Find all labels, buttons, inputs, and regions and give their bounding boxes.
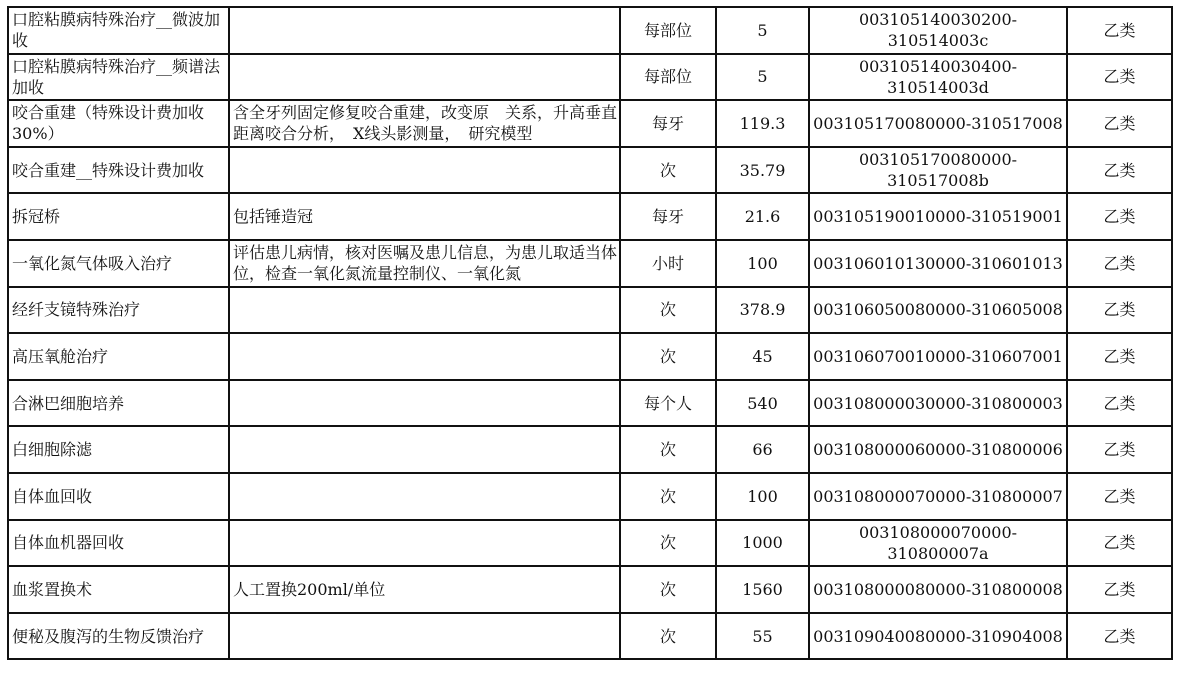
description-cell: 包括锤造冠 (229, 193, 620, 240)
description-cell (229, 613, 620, 660)
category-cell: 乙类 (1067, 7, 1172, 54)
item-name-cell: 咬合重建（特殊设计费加收30%） (8, 100, 229, 147)
item-name-cell: 咬合重建__特殊设计费加收 (8, 147, 229, 194)
code-cell: 003106050080000-310605008 (809, 287, 1067, 334)
price-cell: 35.79 (716, 147, 809, 194)
code-cell: 003105140030400-310514003d (809, 54, 1067, 101)
category-cell: 乙类 (1067, 520, 1172, 567)
item-name-cell: 口腔粘膜病特殊治疗__微波加收 (8, 7, 229, 54)
category-cell: 乙类 (1067, 54, 1172, 101)
price-cell: 66 (716, 426, 809, 473)
category-cell: 乙类 (1067, 287, 1172, 334)
code-cell: 003105140030200-310514003c (809, 7, 1067, 54)
category-cell: 乙类 (1067, 193, 1172, 240)
description-cell (229, 380, 620, 427)
unit-cell: 次 (620, 287, 716, 334)
price-cell: 5 (716, 54, 809, 101)
description-cell (229, 333, 620, 380)
item-name-cell: 高压氧舱治疗 (8, 333, 229, 380)
description-cell: 评估患儿病情，核对医嘱及患儿信息，为患儿取适当体位，检查一氧化氮流量控制仪、一氧化氮 (229, 240, 620, 287)
table-row (8, 54, 1172, 101)
code-cell: 003108000070000-310800007 (809, 473, 1067, 520)
unit-cell: 次 (620, 333, 716, 380)
description-cell: 含全牙列固定修复咬合重建，改变原 关系，升高垂直距离咬合分析， X线头影测量， 研究模型 (229, 100, 620, 147)
table-row (8, 100, 1172, 147)
price-cell: 1560 (716, 566, 809, 613)
item-name-cell: 血浆置换术 (8, 566, 229, 613)
category-cell: 乙类 (1067, 473, 1172, 520)
table-row (8, 333, 1172, 380)
item-name-cell: 一氧化氮气体吸入治疗 (8, 240, 229, 287)
unit-cell: 每牙 (620, 193, 716, 240)
price-cell: 378.9 (716, 287, 809, 334)
unit-cell: 次 (620, 147, 716, 194)
price-cell: 540 (716, 380, 809, 427)
code-cell: 003108000060000-310800006 (809, 426, 1067, 473)
description-cell (229, 54, 620, 101)
category-cell: 乙类 (1067, 333, 1172, 380)
table-row (8, 7, 1172, 54)
unit-cell: 次 (620, 566, 716, 613)
fee-table (7, 6, 1173, 660)
category-cell: 乙类 (1067, 613, 1172, 660)
description-cell (229, 520, 620, 567)
table-row (8, 147, 1172, 194)
fee-table-body (8, 7, 1172, 659)
code-cell: 003105170080000-310517008 (809, 100, 1067, 147)
item-name-cell: 便秘及腹泻的生物反馈治疗 (8, 613, 229, 660)
unit-cell: 每部位 (620, 7, 716, 54)
item-name-cell: 合淋巴细胞培养 (8, 380, 229, 427)
item-name-cell: 拆冠桥 (8, 193, 229, 240)
code-cell: 003109040080000-310904008 (809, 613, 1067, 660)
unit-cell: 次 (620, 473, 716, 520)
category-cell: 乙类 (1067, 100, 1172, 147)
item-name-cell: 经纤支镜特殊治疗 (8, 287, 229, 334)
unit-cell: 每个人 (620, 380, 716, 427)
code-cell: 003108000080000-310800008 (809, 566, 1067, 613)
code-cell: 003106070010000-310607001 (809, 333, 1067, 380)
table-row (8, 380, 1172, 427)
table-row (8, 520, 1172, 567)
code-cell: 003108000070000-310800007a (809, 520, 1067, 567)
description-cell: 人工置换200ml/单位 (229, 566, 620, 613)
code-cell: 003108000030000-310800003 (809, 380, 1067, 427)
description-cell (229, 287, 620, 334)
price-cell: 100 (716, 240, 809, 287)
description-cell (229, 473, 620, 520)
code-cell: 003106010130000-310601013 (809, 240, 1067, 287)
table-row (8, 613, 1172, 660)
price-cell: 1000 (716, 520, 809, 567)
price-cell: 45 (716, 333, 809, 380)
unit-cell: 小时 (620, 240, 716, 287)
table-row (8, 287, 1172, 334)
unit-cell: 次 (620, 520, 716, 567)
item-name-cell: 自体血机器回收 (8, 520, 229, 567)
table-row (8, 473, 1172, 520)
item-name-cell: 自体血回收 (8, 473, 229, 520)
category-cell: 乙类 (1067, 240, 1172, 287)
code-cell: 003105190010000-310519001 (809, 193, 1067, 240)
unit-cell: 次 (620, 613, 716, 660)
price-cell: 55 (716, 613, 809, 660)
table-row (8, 193, 1172, 240)
category-cell: 乙类 (1067, 380, 1172, 427)
table-row (8, 240, 1172, 287)
table-row (8, 426, 1172, 473)
price-cell: 119.3 (716, 100, 809, 147)
unit-cell: 每牙 (620, 100, 716, 147)
description-cell (229, 426, 620, 473)
item-name-cell: 口腔粘膜病特殊治疗__频谱法加收 (8, 54, 229, 101)
table-row (8, 566, 1172, 613)
description-cell (229, 7, 620, 54)
unit-cell: 每部位 (620, 54, 716, 101)
category-cell: 乙类 (1067, 426, 1172, 473)
price-cell: 100 (716, 473, 809, 520)
price-cell: 21.6 (716, 193, 809, 240)
unit-cell: 次 (620, 426, 716, 473)
price-cell: 5 (716, 7, 809, 54)
item-name-cell: 白细胞除滤 (8, 426, 229, 473)
code-cell: 003105170080000-310517008b (809, 147, 1067, 194)
category-cell: 乙类 (1067, 147, 1172, 194)
description-cell (229, 147, 620, 194)
category-cell: 乙类 (1067, 566, 1172, 613)
